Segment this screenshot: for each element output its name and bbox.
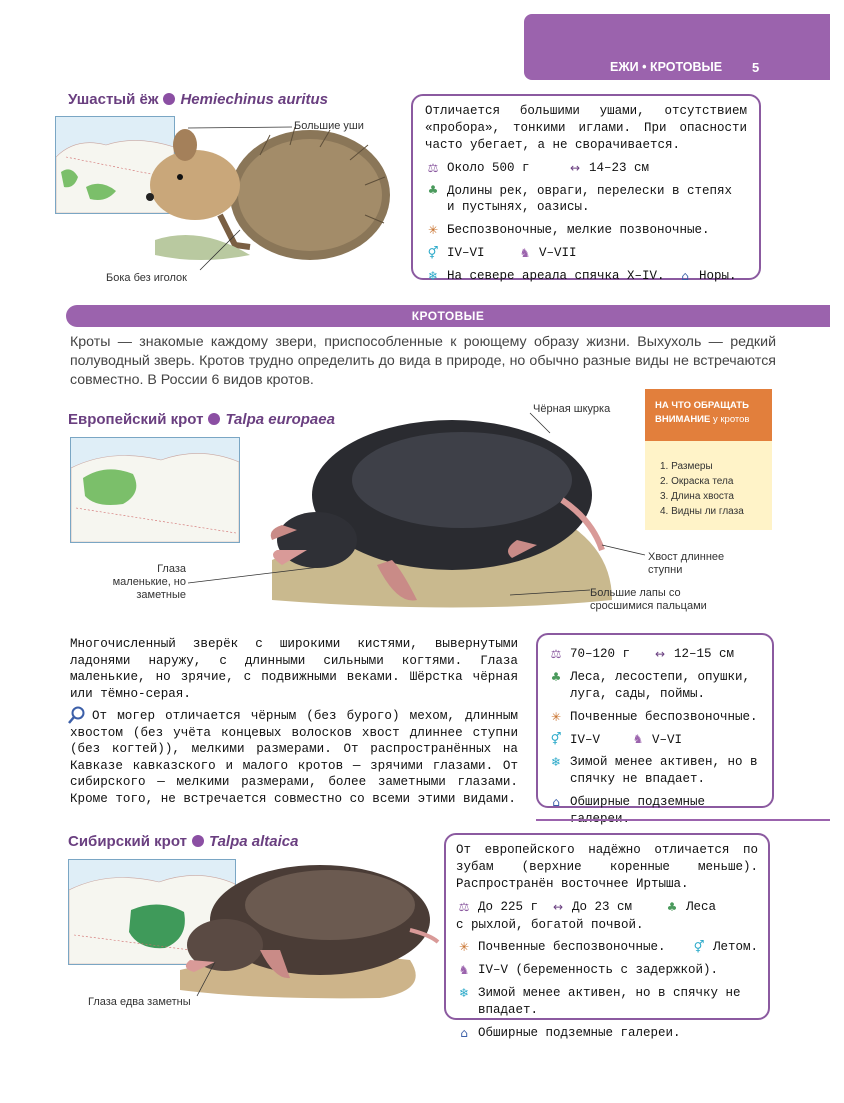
label-big-ears: Большие уши bbox=[294, 120, 364, 132]
weight-icon: ⚖ bbox=[550, 646, 562, 661]
note-head-line2: ВНИМАНИЕ bbox=[655, 414, 711, 425]
european-mole-hibernation: Зимой менее активен, но в спячку не впадает. bbox=[570, 755, 758, 787]
food-icon: ✳ bbox=[458, 940, 470, 955]
habitat-icon: ♣ bbox=[550, 669, 562, 684]
burrow-icon: ⌂ bbox=[552, 795, 560, 810]
young-icon: ♞ bbox=[519, 246, 531, 261]
note-item: 2. Окраска тела bbox=[660, 476, 734, 487]
european-mole-info-box bbox=[536, 633, 774, 808]
title-dot-icon bbox=[163, 93, 175, 105]
hibernation-icon: ❄ bbox=[550, 755, 562, 770]
weight-icon: ⚖ bbox=[427, 160, 439, 175]
note-head-line1: НА ЧТО ОБРАЩАТЬ bbox=[655, 400, 749, 411]
european-mole-latin: Talpa europaea bbox=[225, 411, 335, 428]
label-tail: Хвост длиннее ступни bbox=[648, 551, 725, 576]
european-mole-name: Европейский крот bbox=[68, 411, 204, 428]
siberian-mole-habitat-1: Леса bbox=[686, 899, 717, 914]
siberian-mole-breeding: Летом. bbox=[712, 940, 758, 955]
european-mole-weight: 70–120 г bbox=[570, 647, 631, 661]
burrow-icon: ⌂ bbox=[460, 1025, 468, 1040]
european-mole-habitat: Леса, лесостепи, опушки, луга, сады, поймы. bbox=[570, 669, 751, 701]
siberian-mole-weight: До 225 г bbox=[478, 899, 539, 914]
hedgehog-hibernation: На севере ареала спячка X–IV. bbox=[447, 269, 665, 283]
hedgehog-breeding: IV–VI bbox=[447, 246, 485, 261]
food-icon: ✳ bbox=[550, 709, 562, 724]
hedgehog-habitat: Долины рек, овраги, перелески в степях и пустынях, оазисы. bbox=[447, 183, 733, 215]
breeding-icon: ⚥ bbox=[693, 940, 705, 955]
siberian-mole-info-box bbox=[444, 833, 770, 1040]
european-mole-young: V–VI bbox=[652, 732, 683, 747]
note-item: 3. Длина хвоста bbox=[660, 491, 734, 502]
european-mole-compare-text: От могер отличается чёрным (без бурого) мехом, длинным хвостом (без учёта концевых волосков хвост длиннее ступни (без когтей)), мелкими размерами. От распространённых на Кавказе кавказского и малого кротов — зрячими глазами. От сибирского — мелкими размерами, более заметными глазами. Кроме того, не встречается совместно со всеми этими видами. bbox=[70, 709, 518, 806]
european-mole-length: 12–15 см bbox=[674, 647, 735, 661]
european-mole-breeding: IV–V bbox=[570, 732, 601, 747]
hedgehog-info-description: Отличается большими ушами, отсутствием «пробора», тонкими иглами. При опасности часто убегает, а не сворачивается. bbox=[425, 104, 747, 152]
hedgehog-title bbox=[68, 91, 328, 108]
food-icon: ✳ bbox=[427, 223, 439, 238]
length-icon: ↔ bbox=[552, 899, 564, 914]
habitat-icon: ♣ bbox=[427, 183, 439, 198]
section-intro: Кроты — знакомые каждому звери, приспособленные к роющему образу жизни. Выхухоль — редкий полуводный зверь. Кротов трудно определить до вида в природе, но обычно разные виды не встречаются совместно. В России 6 видов кротов. bbox=[70, 334, 776, 388]
siberian-mole-habitat-2: с рыхлой, богатой почвой. bbox=[456, 917, 644, 932]
header-section-title: ЕЖИ • КРОТОВЫЕ bbox=[610, 60, 723, 74]
label-black-fur: Чёрная шкурка bbox=[533, 403, 611, 415]
label-eyes-barely-visible: Глаза едва заметны bbox=[88, 996, 191, 1008]
hedgehog-home: Норы. bbox=[699, 269, 737, 283]
hedgehog-length: 14–23 см bbox=[589, 160, 650, 175]
habitat-icon: ♣ bbox=[666, 899, 678, 914]
hedgehog-food: Беспозвоночные, мелкие позвоночные. bbox=[447, 223, 710, 238]
siberian-mole-leader-line bbox=[195, 960, 235, 1000]
weight-icon: ⚖ bbox=[458, 899, 470, 914]
siberian-mole-hibernation: Зимой менее активен, но в спячку не впадает. bbox=[478, 986, 741, 1017]
european-mole-food: Почвенные беспозвоночные. bbox=[570, 709, 758, 724]
divider bbox=[536, 819, 830, 821]
european-mole-compare bbox=[70, 708, 518, 807]
young-icon: ♞ bbox=[458, 963, 470, 978]
siberian-mole-young: IV–V (беременность с задержкой). bbox=[478, 963, 719, 978]
label-big-paws: Большие лапы со сросшимися пальцами bbox=[590, 587, 707, 612]
young-icon: ♞ bbox=[632, 732, 644, 747]
siberian-mole-length: До 23 см bbox=[572, 899, 633, 914]
european-mole-description: Многочисленный зверёк с широкими кистями, вывернутыми ладонями наружу, с длинными сильными когтями. Глаза маленькие, но зрячие, с подвижными веками. Шёрстка чёрная или тёмно-серая. bbox=[70, 637, 518, 701]
length-icon: ↔ bbox=[569, 160, 581, 175]
siberian-mole-description: От европейского надёжно отличается по зубам (верхние коренные меньше). Распространён восточнее Иртыша. bbox=[456, 843, 758, 891]
section-banner: КРОТОВЫЕ bbox=[66, 305, 830, 327]
note-list bbox=[645, 441, 772, 530]
siberian-mole-latin: Talpa altaica bbox=[208, 833, 299, 850]
page-number: 5 bbox=[752, 60, 760, 75]
european-mole-home: Обширные подземные bbox=[570, 795, 706, 810]
hibernation-icon: ❄ bbox=[427, 268, 439, 283]
note-head-line3: у кротов bbox=[713, 414, 750, 425]
breeding-icon: ⚥ bbox=[550, 732, 562, 747]
note-item: 1. Размеры bbox=[660, 461, 713, 472]
hibernation-icon: ❄ bbox=[458, 986, 470, 1001]
siberian-mole-title bbox=[68, 833, 298, 850]
hedgehog-latin: Hemiechinus auritus bbox=[180, 91, 329, 108]
magnifier-icon bbox=[68, 706, 86, 724]
note-item: 4. Видны ли глаза bbox=[660, 506, 744, 517]
european-mole-leader-lines bbox=[170, 405, 650, 605]
label-small-eyes: Глаза маленькие, но заметные bbox=[112, 563, 186, 601]
burrow-icon: ⌂ bbox=[681, 268, 689, 283]
siberian-mole-name: Сибирский крот bbox=[68, 833, 187, 850]
hedgehog-leader-lines bbox=[180, 120, 300, 280]
siberian-mole-food: Почвенные беспозвоночные. bbox=[478, 940, 666, 955]
hedgehog-info-box bbox=[411, 94, 761, 283]
hedgehog-young: V–VII bbox=[539, 246, 577, 261]
hedgehog-weight: Около 500 г bbox=[447, 160, 530, 175]
hedgehog-name: Ушастый ёж bbox=[68, 91, 159, 108]
title-dot-icon bbox=[192, 835, 204, 847]
length-icon: ↔ bbox=[654, 646, 666, 661]
note-header bbox=[645, 389, 772, 441]
siberian-mole-home: Обширные подземные галереи. bbox=[478, 1025, 681, 1040]
label-sides: Бока без иголок bbox=[106, 272, 187, 284]
breeding-icon: ⚥ bbox=[427, 246, 439, 261]
